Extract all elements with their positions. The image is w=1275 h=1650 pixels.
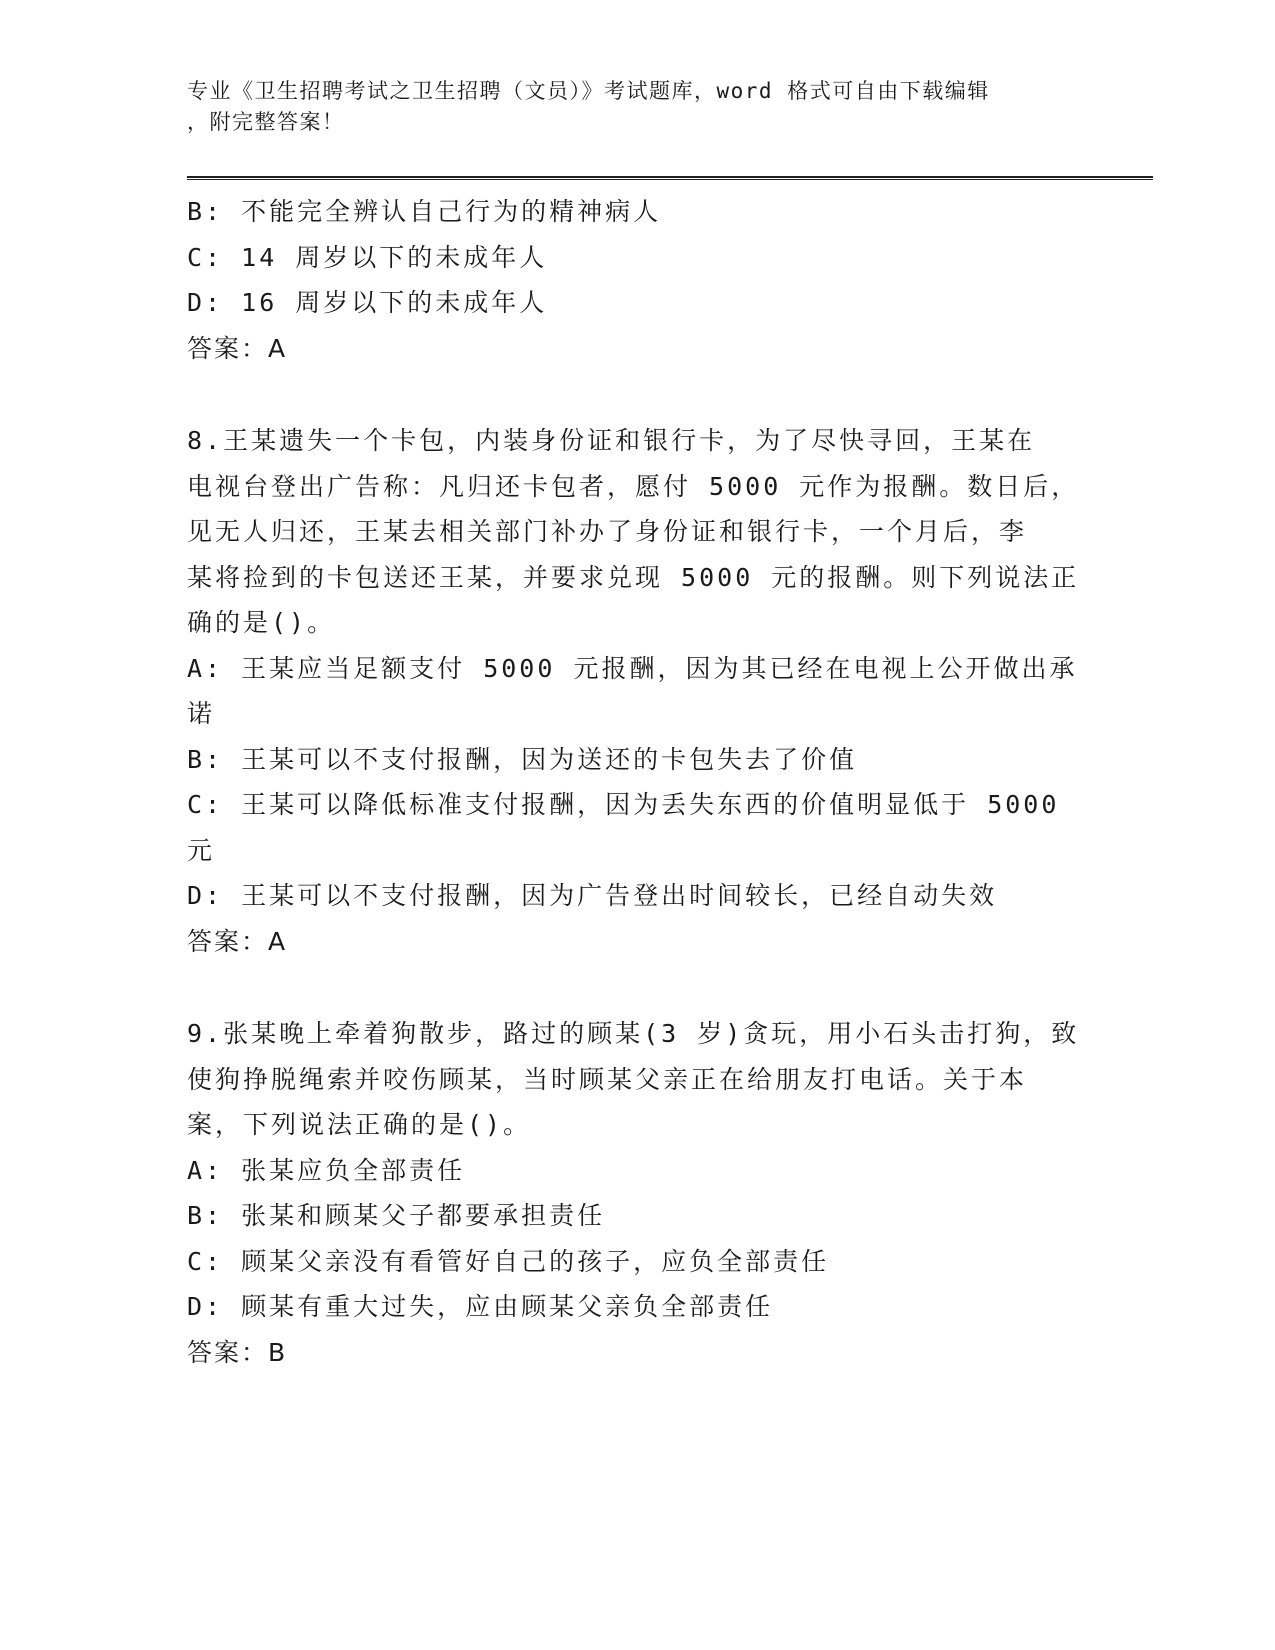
option-a: A: 张某应负全部责任 [187, 1155, 466, 1185]
question-line: 使狗挣脱绳索并咬伤顾某，当时顾某父亲正在给朋友打电话。关于本 [187, 1064, 1028, 1094]
question-line: 某将捡到的卡包送还王某，并要求兑现 5000 元的报酬。则下列说法正 [187, 562, 1080, 592]
spacer [187, 371, 1067, 418]
option-a: A: 王某应当足额支付 5000 元报酬，因为其已经在电视上公开做出承 [187, 653, 1078, 683]
option-a-continued: 诺 [187, 699, 216, 728]
option-b: B: 王某可以不支付报酬，因为送还的卡包失去了价值 [187, 744, 858, 774]
question-line: 电视台登出广告称：凡归还卡包者，愿付 5000 元作为报酬。数日后， [187, 471, 1080, 501]
page-header [187, 76, 1087, 138]
question-8-text [187, 418, 1080, 646]
question-8-answer: 答案：A [187, 926, 288, 956]
question-7-options [187, 189, 1067, 326]
question-line: 案，下列说法正确的是()。 [187, 1110, 532, 1139]
question-content [187, 189, 1080, 1375]
spacer [187, 964, 1067, 1011]
option-b: B: 不能完全辨认自己行为的精神病人 [187, 197, 662, 226]
question-8-options [187, 646, 1078, 919]
header-divider [187, 176, 1153, 180]
header-line-2: ，附完整答案！ [187, 110, 345, 134]
option-c: C: 顾某父亲没有看管好自己的孩子，应负全部责任 [187, 1246, 830, 1276]
option-d: D: 顾某有重大过失，应由顾某父亲负全部责任 [187, 1292, 774, 1321]
header-line-1: 专业《卫生招聘考试之卫生招聘（文员）》考试题库，word 格式可自由下载编辑 [187, 79, 990, 103]
question-9-text [187, 1011, 1080, 1148]
question-line: 8.王某遗失一个卡包，内装身份证和银行卡，为了尽快寻回，王某在 [187, 426, 1036, 455]
option-c-continued: 元 [187, 835, 216, 865]
option-d: D: 16 周岁以下的未成年人 [187, 288, 548, 317]
question-9-answer: 答案：B [187, 1337, 288, 1367]
option-c: C: 王某可以降低标准支付报酬，因为丢失东西的价值明显低于 5000 [187, 790, 1060, 819]
question-line: 见无人归还，王某去相关部门补办了身份证和银行卡，一个月后，李 [187, 517, 1028, 546]
question-9-options [187, 1148, 1067, 1330]
option-b: B: 张某和顾某父子都要承担责任 [187, 1201, 606, 1230]
question-7-answer: 答案：A [187, 333, 288, 363]
question-line: 9.张某晚上牵着狗散步，路过的顾某(3 岁)贪玩，用小石头击打狗，致 [187, 1019, 1080, 1048]
question-line: 确的是()。 [187, 608, 336, 637]
option-d: D: 王某可以不支付报酬，因为广告登出时间较长，已经自动失效 [187, 881, 998, 910]
option-c: C: 14 周岁以下的未成年人 [187, 242, 548, 272]
